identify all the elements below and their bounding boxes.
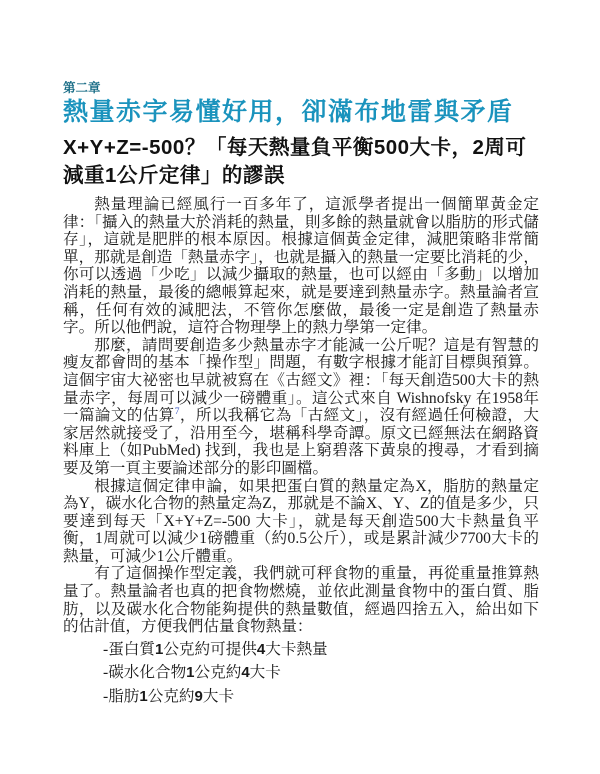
- text-run: 公克約: [147, 687, 195, 705]
- text-run: 那麼，請問要創造多少熱量赤字才能減一公斤呢？這是有智慧的瘦友都會問的基本「操作型」問題，有數字根據才能訂目標與預算。這個宇宙大祕密也早就被寫在《古經文》裡：「每天創造500大卡的熱量赤字，每周可以減少一磅體重」。這公式來自 Wishnofsky 在1958年一篇論文的估算: [63, 336, 539, 425]
- body-paragraph: [63, 478, 539, 566]
- bold-number: 1: [139, 687, 148, 705]
- text-run: ，所以我稱它為「古經文」，沒有經過任何檢證，大家居然就接受了，沿用至今，堪稱科學奇譚。原文已經無法在網路資料庫上（如PubMed) 找到，我也是上窮碧落下黃泉的搜尋，才看到摘要及第一頁主要論述部分的影印圖檔。: [63, 407, 539, 477]
- text-run: 根據這個定律申論，如果把蛋白質的熱量定為X，脂肪的熱量定為Y，碳水化合物的熱量定為Z，那就是不論X、Y、Z的值是多少，只要達到每天「X+Y+Z=-500 大卡」，就是每天創造500大卡熱量負平衡，1周就可以減少1磅體重（約0.5公斤），或是累計減少7700大卡的熱量，可減少1公斤體重。: [63, 477, 539, 565]
- body-paragraph: [63, 565, 539, 635]
- chapter-title: 熱量赤字易懂好用，卻滿布地雷與矛盾: [63, 98, 514, 126]
- text-run: 公克約: [194, 664, 242, 682]
- footnote-ref[interactable]: 7: [174, 406, 180, 417]
- text-run: 大卡熱量: [265, 640, 328, 658]
- text-run: -蛋白質: [103, 640, 155, 658]
- list-item: [103, 638, 539, 662]
- text-run: 熱量理論已經風行一百多年了，這派學者提出一個簡單黃金定律：「攝入的熱量大於消耗的熱量，則多餘的熱量就會以脂肪的形式儲存」，這就是肥胖的根本原因。根據這個黃金定律，減肥策略非常簡單，那就是創造「熱量赤字」，也就是攝入的熱量一定要比消耗的少，你可以透過「少吃」以減少攝取的熱量，也可以經由「多動」以增加消耗的熱量，最後的總帳算起來，就是要達到熱量赤字。熱量論者宣稱，任何有效的減肥法，不管你怎麼做，最後一定是創造了熱量赤字。所以他們說，這符合物理學上的熱力學第一定律。: [63, 196, 539, 337]
- list-item: [103, 661, 539, 685]
- body-text: [63, 196, 539, 708]
- chapter-label: 第二章: [63, 81, 101, 95]
- bold-number: 4: [241, 664, 250, 682]
- bold-number: 9: [194, 687, 203, 705]
- chapter-subtitle: X+Y+Z=-500？「每天熱量負平衡500大卡，2周可減重1公斤定律」的謬誤: [63, 136, 527, 187]
- body-paragraphs: [63, 196, 539, 636]
- list-item: [103, 685, 539, 709]
- book-page: [63, 81, 539, 708]
- body-paragraph: [63, 337, 539, 478]
- text-run: -碳水化合物: [103, 664, 187, 682]
- bold-number: 1: [186, 664, 195, 682]
- bold-number: 4: [256, 640, 266, 658]
- bold-number: 1: [154, 640, 164, 658]
- text-run: 有了這個操作型定義，我們就可秤食物的重量，再從重量推算熱量了。熱量論者也真的把食物燃燒，並依此測量食物中的蛋白質、脂肪，以及碳水化合物能夠提供的熱量數值，經過四捨五入，給出如下的估計值，方便我們估量食物熱量：: [63, 565, 539, 636]
- text-run: 大卡: [202, 687, 235, 705]
- body-paragraph: [63, 196, 539, 337]
- text-run: 大卡: [249, 664, 281, 682]
- text-run: -脂肪: [103, 687, 140, 705]
- text-run: 公克約可提供: [163, 640, 257, 658]
- macro-calorie-list: [103, 638, 539, 709]
